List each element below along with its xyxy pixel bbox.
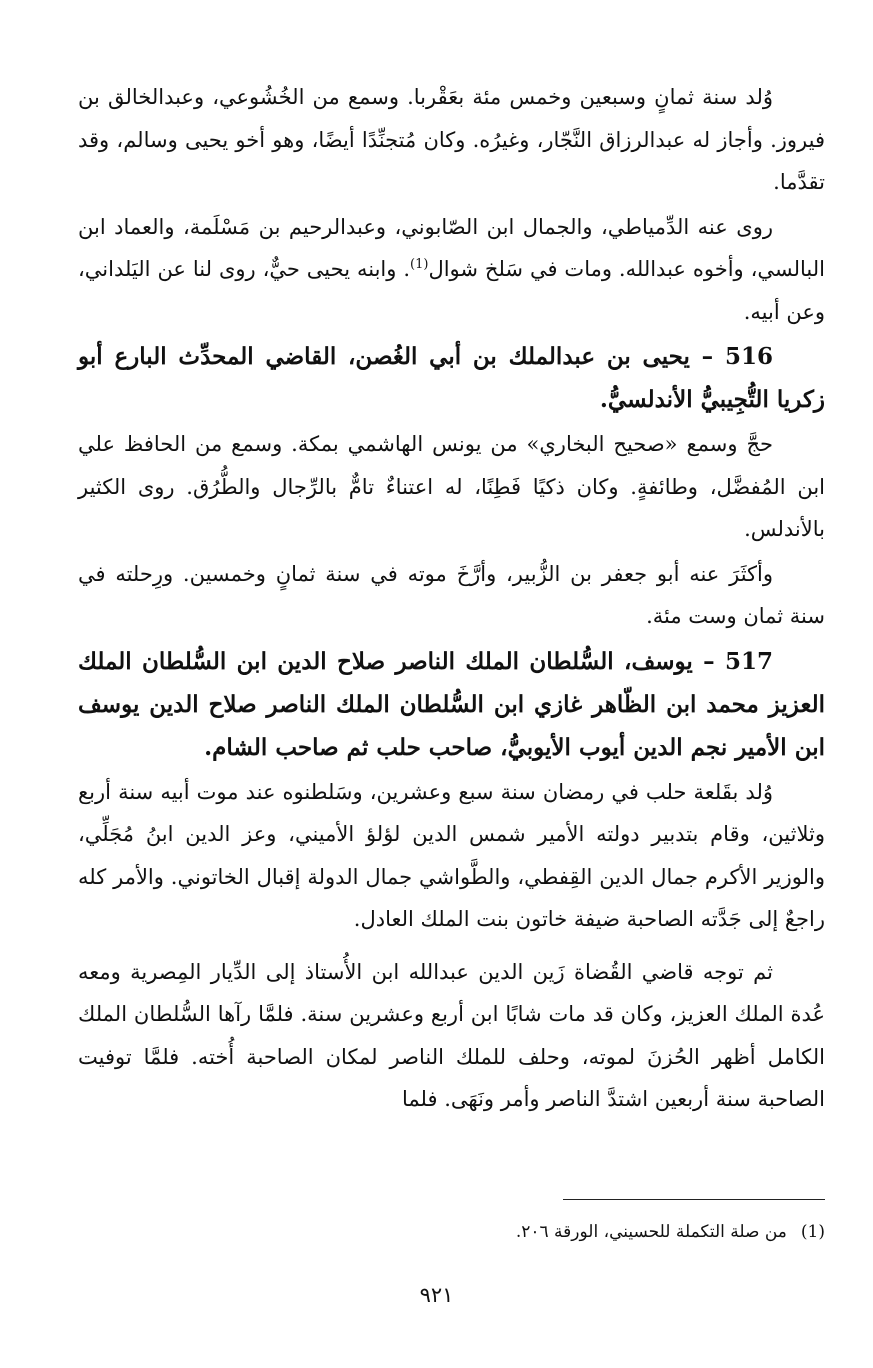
page-body	[78, 76, 825, 1121]
paragraph-narrators-tail: . وابنه يحيى حيٌّ، روى لنا عن اليَلداني، وعن أبيه.	[78, 257, 825, 324]
footnote-number: (1)	[800, 1222, 825, 1242]
paragraph-birth: وُلد سنة ثمانٍ وسبعين وخمس مئة بعَقْربا. وسمع من الخُشُوعي، وعبدالخالق بن فيروز. وأجاز له عبدالرزاق النَّجّار، وغيرُه. وكان مُتجنِّدًا أيضًا، وهو أخو يحيى وسالم، وقد تقدَّما.	[78, 85, 825, 194]
entry-heading-517: 517 – يوسف، السُّلطان الملك الناصر صلاح الدين ابن السُّلطان الملك العزيز محمد ابن الظّاهر غازي ابن السُّلطان الملك الناصر صلاح الدين يوسف ابن الأمير نجم الدين أيوب الأيوبيُّ، صاحب حلب ثم صاحب الشام.	[78, 647, 825, 761]
footnote	[78, 1218, 825, 1246]
paragraph-narrators	[78, 206, 825, 334]
footnote-separator	[563, 1199, 825, 1200]
paragraph-hajj: حجَّ وسمع «صحيح البخاري» من يونس الهاشمي بمكة. وسمع من الحافظ علي ابن المُفضَّل، وطائفةٍ. وكان ذكيًا فَطِنًا، له اعتناءٌ تامٌّ بالرِّجال والطُّرُق. روى الكثير بالأندلس.	[78, 432, 825, 541]
footnote-ref: (1)	[410, 257, 429, 272]
paragraph-judge: ثم توجه قاضي القُضاة زَين الدين عبدالله ابن الأُستاذ إلى الدِّيار المِصرية ومعه عُدة الملك العزيز، وكان قد مات شابًا ابن أربع وعشرين سنة. فلمَّا رآها السُّلطان الملك الكامل أظهر الحُزنَ لموته، وحلف للملك الناصر لمكان الصاحبة أُخته. فلمَّا توفيت الصاحبة سنة أربعين اشتدَّ الناصر وأمر ونَهَى. فلما	[78, 959, 825, 1111]
footnote-text: من صلة التكملة للحسيني، الورقة ٢٠٦.	[515, 1222, 787, 1242]
entry-heading-516: 516 – يحيى بن عبدالملك بن أبي الغُصن، القاضي المحدِّث البارع أبو زكريا التُّجِيبيُّ الأندلسيُّ.	[78, 343, 825, 413]
paragraph-born-aleppo: وُلد بقَلعة حلب في رمضان سنة سبع وعشرين، وسَلطنوه عند موت أبيه سنة أربع وثلاثين، وقام بتدبير دولته الأمير شمس الدين لؤلؤ الأميني، وعز الدين ابنُ مُجَلِّي، والوزير الأكرم جمال الدين القِفطي، والطَّواشي جمال الدولة إقبال الخاتوني. والأمر كله راجعٌ إلى جَدَّته الصاحبة ضيفة خاتون بنت الملك العادل.	[78, 779, 825, 931]
paragraph-abu-jafar: وأكثَرَ عنه أبو جعفر بن الزُّبير، وأرَّخَ موته في سنة ثمانٍ وخمسين. ورِحلته في سنة ثمان وست مئة.	[78, 561, 825, 628]
paragraph-narrators-text: روى عنه الدِّمياطي، والجمال ابن الصّابوني، وعبدالرحيم بن مَسْلَمة، والعماد ابن البالسي، وأخوه عبدالله. ومات في سَلخ شوال	[78, 214, 825, 281]
page-number: ٩٢١	[419, 1283, 454, 1307]
